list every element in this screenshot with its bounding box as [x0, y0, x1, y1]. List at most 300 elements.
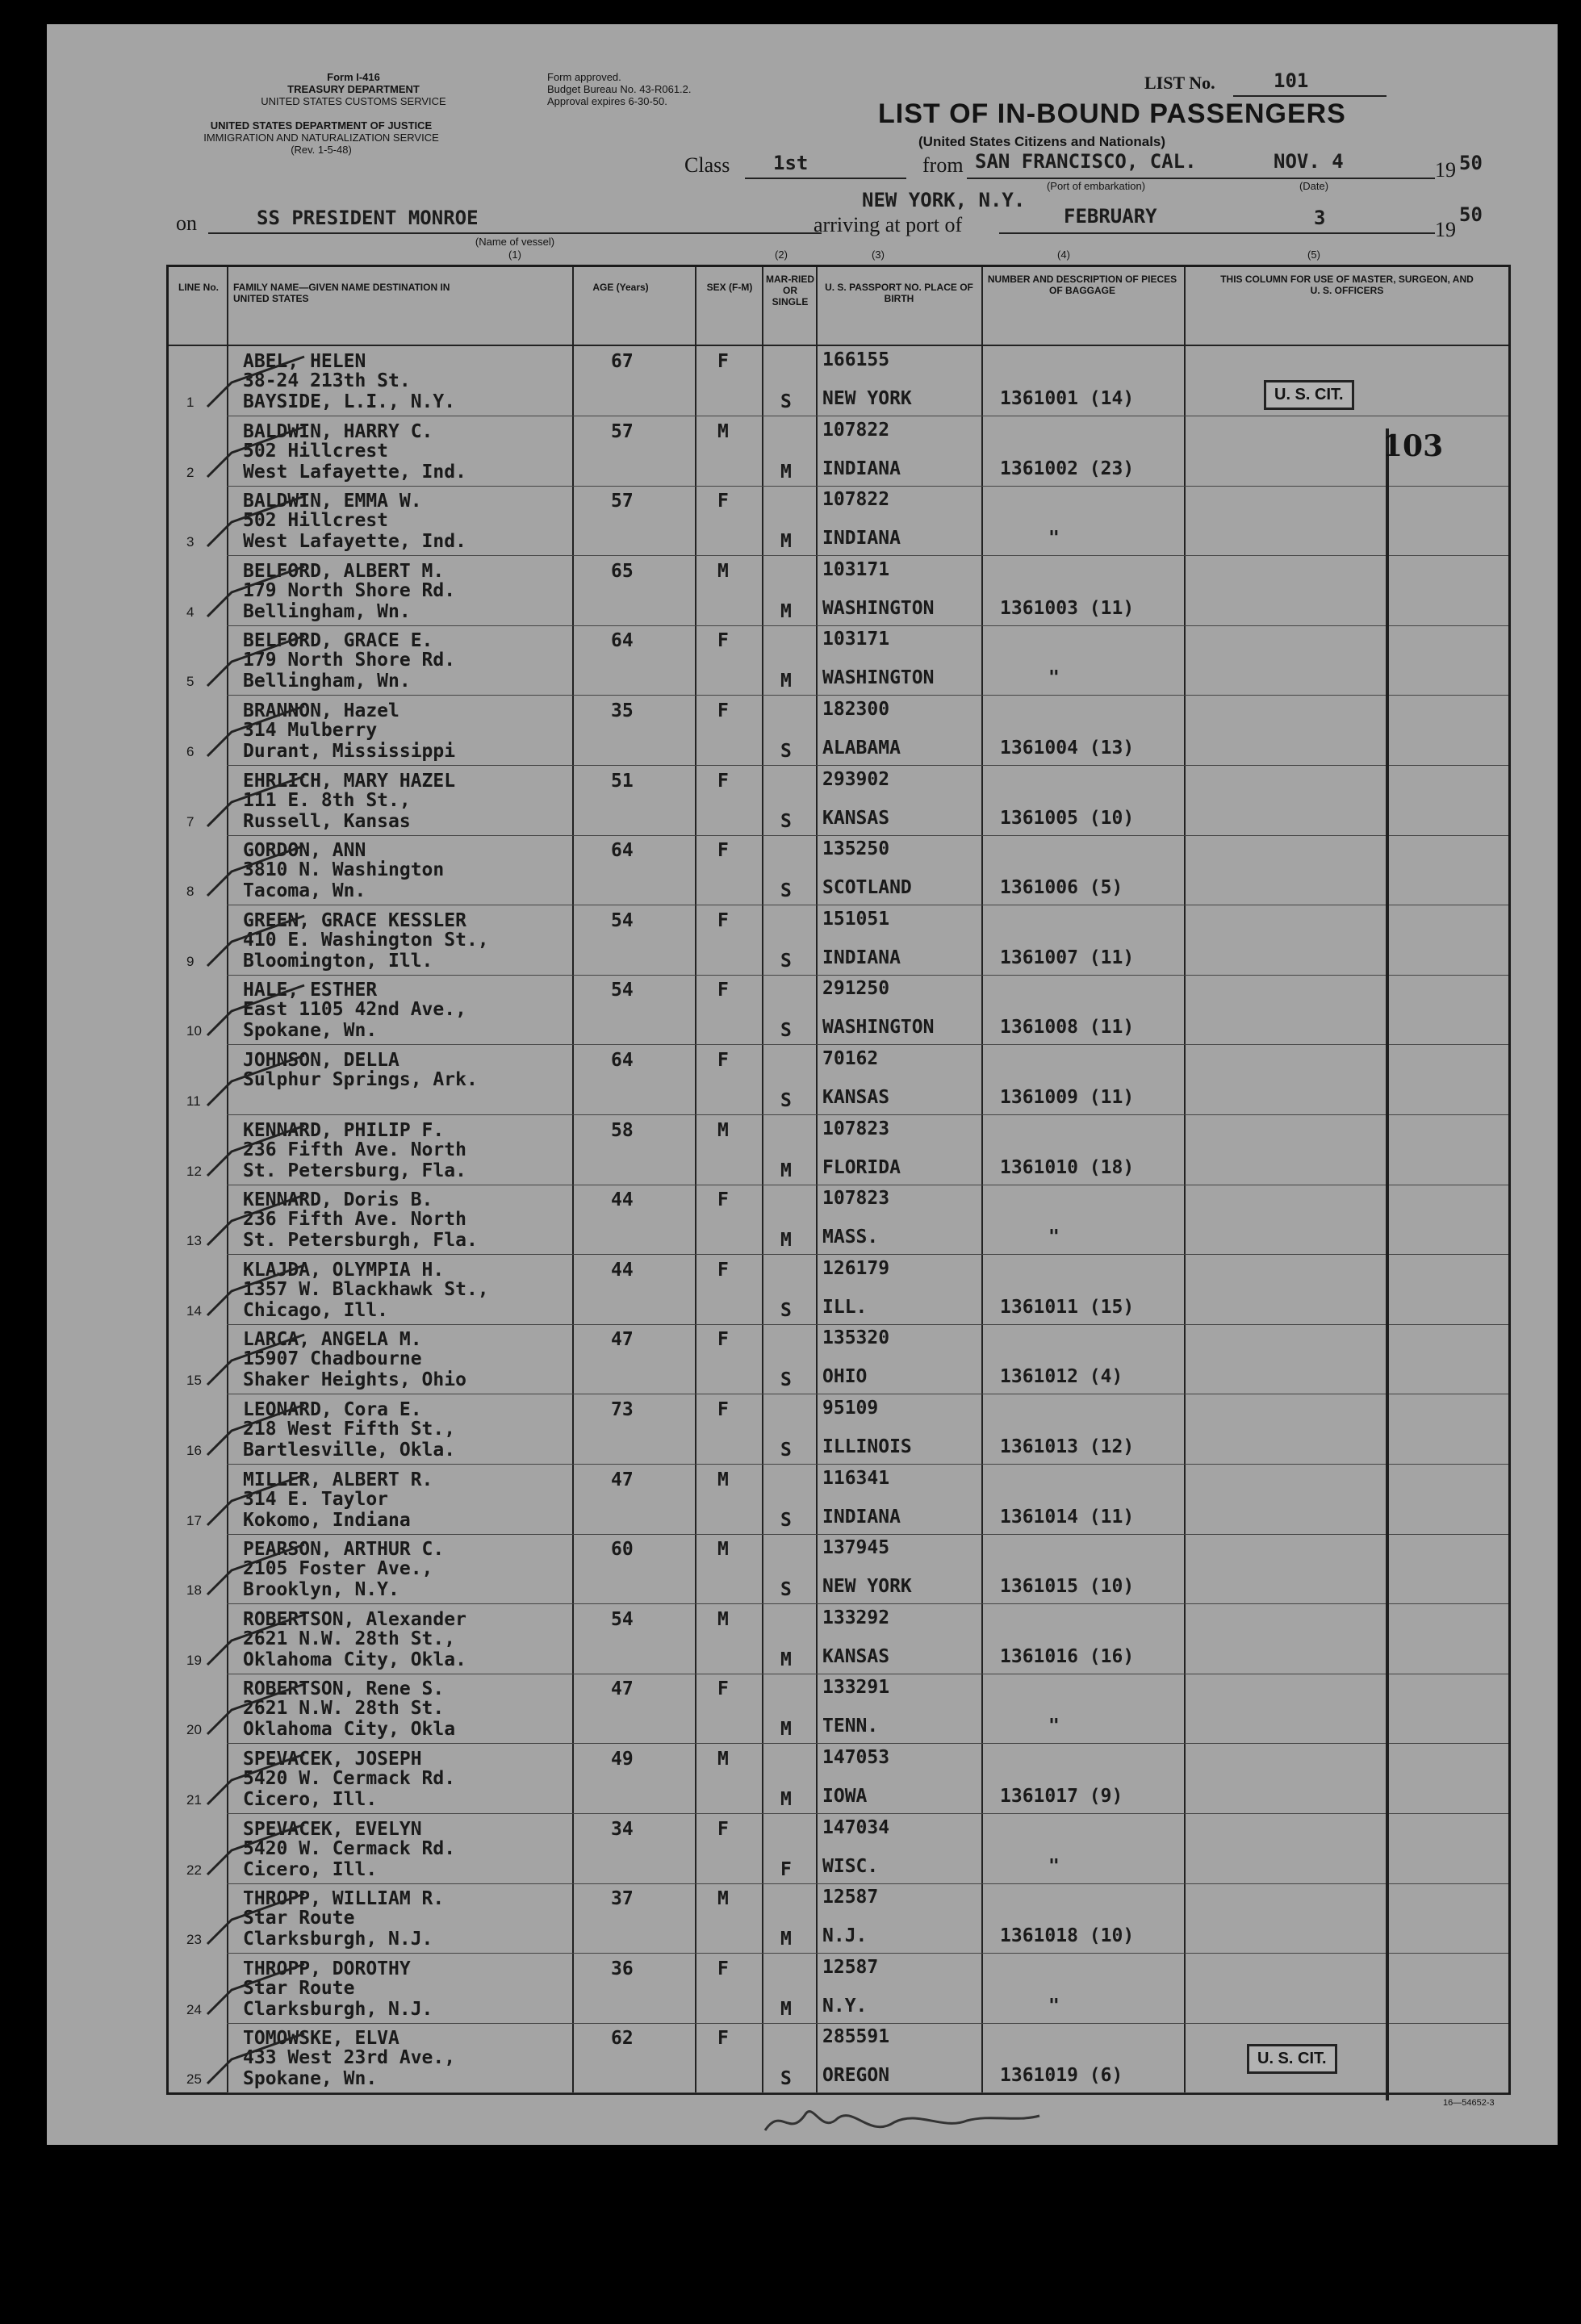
- column-header-passport: U. S. PASSPORT NO. PLACE OF BIRTH: [825, 282, 973, 304]
- line-number: 6: [186, 744, 194, 759]
- passport-number: 285591: [822, 2026, 890, 2048]
- marital-status: M: [780, 1998, 792, 2020]
- checkmark-icon: [199, 1119, 312, 1184]
- age-value: 34: [611, 1818, 634, 1840]
- line-number: 17: [186, 1512, 202, 1528]
- form-number: Form I-416: [327, 71, 380, 83]
- baggage-description: 1361014 (11): [1000, 1506, 1135, 1528]
- destination-city: St. Petersburgh, Fla.: [243, 1230, 478, 1252]
- marital-status: M: [780, 1649, 792, 1670]
- baggage-description: 1361016 (16): [1000, 1645, 1135, 1667]
- line-number: 9: [186, 953, 194, 969]
- baggage-description: 1361011 (15): [1000, 1296, 1135, 1318]
- age-value: 47: [611, 1329, 634, 1351]
- marital-status: M: [780, 461, 792, 483]
- form-header-justice: [168, 119, 475, 156]
- table-row: [169, 696, 1508, 766]
- passenger-name: MILLER, ALBERT R.: [243, 1469, 433, 1490]
- table-row: [169, 487, 1508, 556]
- marital-status: S: [780, 1299, 792, 1321]
- us-citizen-stamp-bottom: U. S. CIT.: [1247, 2044, 1337, 2074]
- checkmark-icon: [199, 629, 312, 694]
- column-number-5: (5): [1307, 249, 1320, 261]
- baggage-description: ": [1048, 1716, 1060, 1737]
- destination-city: Bloomington, Ill.: [243, 950, 433, 972]
- destination-city: Spokane, Wn.: [243, 1020, 378, 1042]
- table-row: [169, 1395, 1508, 1465]
- table-row: [169, 1954, 1508, 2024]
- address-line: Star Route: [243, 1908, 355, 1929]
- place-of-birth: SCOTLAND: [822, 877, 912, 899]
- address-line: 236 Fifth Ave. North: [243, 1139, 466, 1160]
- age-value: 36: [611, 1958, 634, 1979]
- passenger-name: THROPP, WILLIAM R.: [243, 1888, 445, 1910]
- table-row: [169, 906, 1508, 976]
- column-header-married: MAR-RIED OR SINGLE: [766, 274, 814, 307]
- age-value: 54: [611, 980, 634, 1001]
- destination-city: Brooklyn, N.Y.: [243, 1579, 399, 1601]
- checkmark-icon: [199, 770, 312, 834]
- vessel-caption: (Name of vessel): [475, 236, 555, 248]
- column-header-officers: THIS COLUMN FOR USE OF MASTER, SURGEON, AND U. S. OFFICERS: [1220, 274, 1474, 296]
- baggage-description: 1361012 (4): [1000, 1366, 1123, 1388]
- age-value: 64: [611, 840, 634, 862]
- table-row: [169, 836, 1508, 905]
- table-row: [169, 1605, 1508, 1674]
- column-header-name: FAMILY NAME—GIVEN NAME DESTINATION IN UNITED STATES: [233, 282, 450, 304]
- age-value: 35: [611, 700, 634, 721]
- sex-value: F: [717, 1678, 729, 1700]
- line-number: 23: [186, 1932, 202, 1948]
- place-of-birth: ILLINOIS: [822, 1436, 912, 1457]
- sex-value: F: [717, 909, 729, 931]
- column-number-3: (3): [872, 249, 885, 261]
- port-of-embarkation-caption: (Port of embarkation): [1046, 180, 1146, 192]
- age-value: 57: [611, 420, 634, 442]
- checkmark-icon: [199, 909, 312, 974]
- checkmark-icon: [199, 1678, 312, 1742]
- place-of-birth: INDIANA: [822, 947, 901, 968]
- sex-value: F: [717, 351, 729, 372]
- age-value: 57: [611, 491, 634, 512]
- passport-number: 95109: [822, 1398, 879, 1419]
- destination-city: Shaker Heights, Ohio: [243, 1369, 466, 1391]
- marital-status: M: [780, 1719, 792, 1741]
- passport-number: 107823: [822, 1188, 890, 1210]
- marital-status: F: [780, 1858, 792, 1880]
- baggage-description: 1361018 (10): [1000, 1925, 1135, 1947]
- checkmark-icon: [199, 979, 312, 1043]
- passenger-name: BELFORD, GRACE E.: [243, 630, 433, 652]
- marital-status: S: [780, 1369, 792, 1391]
- on-label: on: [176, 211, 197, 235]
- marital-status: M: [780, 600, 792, 622]
- passport-number: 12587: [822, 1956, 879, 1978]
- address-line: 2621 N.W. 28th St.,: [243, 1628, 456, 1649]
- line-number: 10: [186, 1023, 202, 1039]
- passenger-name: BRANNON, Hazel: [243, 700, 399, 721]
- destination-city: St. Petersburg, Fla.: [243, 1160, 466, 1181]
- embarkation-year: 50: [1459, 152, 1483, 174]
- marital-status: S: [780, 1020, 792, 1042]
- marital-status: M: [780, 531, 792, 553]
- checkmark-icon: [199, 1887, 312, 1952]
- line-number: 20: [186, 1722, 202, 1738]
- arrival-year: 50: [1459, 203, 1483, 226]
- destination-city: BAYSIDE, L.I., N.Y.: [243, 391, 456, 412]
- age-value: 51: [611, 770, 634, 792]
- form-header-left: [249, 71, 458, 107]
- passenger-name: ROBERTSON, Rene S.: [243, 1678, 445, 1700]
- checkmark-icon: [199, 1398, 312, 1463]
- address-line: 1357 W. Blackhawk St.,: [243, 1278, 489, 1300]
- place-of-birth: WASHINGTON: [822, 667, 935, 689]
- passport-number: 137945: [822, 1537, 890, 1559]
- address-line: Star Route: [243, 1977, 355, 1999]
- sex-value: F: [717, 2028, 729, 2050]
- passenger-name: HALE, ESTHER: [243, 980, 378, 1001]
- age-value: 64: [611, 630, 634, 652]
- line-number: 13: [186, 1233, 202, 1249]
- table-row: [169, 1116, 1508, 1185]
- arrival-month: FEBRUARY: [1064, 205, 1157, 228]
- address-line: 5420 W. Cermack Rd.: [243, 1837, 456, 1859]
- line-number: 25: [186, 2071, 202, 2088]
- address-line: 38-24 213th St.: [243, 370, 411, 391]
- list-number-value: 101: [1274, 69, 1309, 92]
- table-row: [169, 626, 1508, 696]
- passport-number: 135320: [822, 1327, 890, 1349]
- destination-city: West Lafayette, Ind.: [243, 461, 466, 483]
- column-header-sex: SEX (F-M): [706, 282, 753, 293]
- passport-number: 135250: [822, 838, 890, 860]
- column-header-age: AGE (Years): [592, 282, 649, 293]
- age-value: 44: [611, 1189, 634, 1211]
- age-value: 54: [611, 1608, 634, 1630]
- sex-value: F: [717, 1259, 729, 1281]
- age-value: 44: [611, 1259, 634, 1281]
- column-number-2: (2): [775, 249, 788, 261]
- dept-customs: UNITED STATES CUSTOMS SERVICE: [261, 95, 446, 107]
- passenger-name: KENNARD, PHILIP F.: [243, 1119, 445, 1141]
- sex-value: F: [717, 770, 729, 792]
- age-value: 58: [611, 1119, 634, 1141]
- place-of-birth: WASHINGTON: [822, 1017, 935, 1039]
- dept-ins: IMMIGRATION AND NATURALIZATION SERVICE: [203, 132, 439, 144]
- passport-number: 151051: [822, 908, 890, 930]
- officer-pen-line: [1386, 428, 1389, 2100]
- marital-status: S: [780, 950, 792, 972]
- line-number: 22: [186, 1862, 202, 1878]
- sex-value: M: [717, 1749, 729, 1770]
- baggage-description: 1361002 (23): [1000, 458, 1135, 479]
- destination-city: Russell, Kansas: [243, 810, 411, 832]
- passport-number: 116341: [822, 1467, 890, 1489]
- address-line: Sulphur Springs, Ark.: [243, 1069, 478, 1090]
- destination-city: Oklahoma City, Okla: [243, 1719, 456, 1741]
- passport-number: 133291: [822, 1677, 890, 1699]
- approval-line-2: Budget Bureau No. 43-R061.2.: [547, 83, 692, 95]
- marital-status: S: [780, 741, 792, 762]
- marital-status: S: [780, 2068, 792, 2090]
- sex-value: F: [717, 700, 729, 721]
- age-value: 67: [611, 351, 634, 372]
- passport-number: 166155: [822, 349, 890, 370]
- passenger-name: BALDWIN, EMMA W.: [243, 491, 422, 512]
- table-row: [169, 1674, 1508, 1744]
- passport-number: 291250: [822, 978, 890, 1000]
- vessel-name: SS PRESIDENT MONROE: [257, 207, 479, 229]
- address-line: 433 West 23rd Ave.,: [243, 2047, 456, 2069]
- checkmark-icon: [199, 560, 312, 625]
- table-row: [169, 1325, 1508, 1394]
- place-of-birth: TENN.: [822, 1716, 879, 1737]
- line-number: 12: [186, 1163, 202, 1179]
- officer-signature: [757, 2098, 1048, 2146]
- age-value: 47: [611, 1469, 634, 1490]
- line-number: 1: [186, 395, 194, 410]
- line-number: 3: [186, 534, 194, 550]
- passport-number: 103171: [822, 558, 890, 580]
- passport-number: 126179: [822, 1257, 890, 1279]
- table-row: [169, 557, 1508, 626]
- age-value: 60: [611, 1539, 634, 1561]
- place-of-birth: KANSAS: [822, 1645, 890, 1667]
- sex-value: M: [717, 420, 729, 442]
- line-number: 8: [186, 884, 194, 900]
- age-value: 37: [611, 1888, 634, 1910]
- table-row: [169, 976, 1508, 1045]
- destination-city: Clarksburgh, N.J.: [243, 1998, 433, 2020]
- sex-value: M: [717, 1888, 729, 1910]
- destination-city: Oklahoma City, Okla.: [243, 1649, 466, 1670]
- sex-value: F: [717, 840, 729, 862]
- marital-status: S: [780, 391, 792, 412]
- arrival-year-prefix: 19: [1435, 218, 1456, 241]
- page-number: 103: [1382, 429, 1444, 463]
- passenger-name: BALDWIN, HARRY C.: [243, 420, 433, 442]
- line-number: 15: [186, 1373, 202, 1389]
- passenger-name: GREEN, GRACE KESSLER: [243, 909, 466, 931]
- destination-city: Cicero, Ill.: [243, 1789, 378, 1810]
- destination-city: Cicero, Ill.: [243, 1858, 378, 1880]
- line-number: 24: [186, 2001, 202, 2017]
- passenger-name: KLAJDA, OLYMPIA H.: [243, 1259, 445, 1281]
- destination-city: Bellingham, Wn.: [243, 600, 411, 622]
- line-number: 21: [186, 1792, 202, 1808]
- baggage-description: 1361009 (11): [1000, 1087, 1135, 1108]
- sex-value: M: [717, 1539, 729, 1561]
- passenger-name: GORDON, ANN: [243, 840, 366, 862]
- table-row: [169, 1884, 1508, 1954]
- age-value: 62: [611, 2028, 634, 2050]
- embarkation-date: NOV. 4: [1274, 150, 1344, 173]
- passenger-name: LEONARD, Cora E.: [243, 1399, 422, 1420]
- form-revision: (Rev. 1-5-48): [291, 144, 352, 156]
- marital-status: S: [780, 880, 792, 902]
- table-row: [169, 1256, 1508, 1325]
- destination-city: Chicago, Ill.: [243, 1299, 389, 1321]
- place-of-birth: KANSAS: [822, 1087, 890, 1108]
- marital-status: M: [780, 671, 792, 692]
- passenger-name: KENNARD, Doris B.: [243, 1189, 433, 1211]
- document-title: LIST OF IN-BOUND PASSENGERS: [878, 98, 1346, 129]
- arriving-label: arriving at port of: [814, 213, 963, 236]
- destination-city: West Lafayette, Ind.: [243, 531, 466, 553]
- passport-number: 103171: [822, 629, 890, 650]
- passport-number: 107823: [822, 1118, 890, 1139]
- place-of-birth: N.J.: [822, 1925, 868, 1947]
- passport-number: 147034: [822, 1816, 890, 1838]
- destination-city: Kokomo, Indiana: [243, 1509, 411, 1531]
- baggage-description: 1361001 (14): [1000, 388, 1135, 409]
- address-line: 3810 N. Washington: [243, 859, 445, 881]
- sex-value: F: [717, 630, 729, 652]
- address-line: 2621 N.W. 28th St.: [243, 1698, 445, 1720]
- manifest-page: [47, 24, 1558, 2145]
- form-approval: [547, 71, 692, 107]
- sex-value: F: [717, 491, 729, 512]
- table-row: [169, 1046, 1508, 1115]
- address-line: 111 E. 8th St.,: [243, 789, 411, 811]
- destination-city: Clarksburgh, N.J.: [243, 1929, 433, 1950]
- passenger-name: SPEVACEK, JOSEPH: [243, 1749, 422, 1770]
- place-of-birth: NEW YORK: [822, 1576, 912, 1598]
- checkmark-icon: [199, 1328, 312, 1393]
- baggage-description: 1361003 (11): [1000, 597, 1135, 619]
- sex-value: F: [717, 1958, 729, 1979]
- destination-city: Durant, Mississippi: [243, 741, 456, 762]
- approval-line-1: Form approved.: [547, 71, 621, 83]
- place-of-birth: INDIANA: [822, 528, 901, 550]
- arrival-day: 3: [1314, 207, 1326, 229]
- passport-number: 107822: [822, 489, 890, 511]
- address-line: 218 West Fifth St.,: [243, 1419, 456, 1440]
- baggage-description: ": [1048, 1227, 1060, 1248]
- address-line: 179 North Shore Rd.: [243, 650, 456, 671]
- marital-status: M: [780, 1160, 792, 1181]
- sex-value: F: [717, 1189, 729, 1211]
- checkmark-icon: [199, 420, 312, 485]
- checkmark-icon: [199, 839, 312, 904]
- line-number: 16: [186, 1443, 202, 1458]
- line-number: 11: [186, 1093, 201, 1109]
- checkmark-icon: [199, 490, 312, 554]
- checkmark-icon: [199, 1608, 312, 1673]
- baggage-description: ": [1048, 1995, 1060, 2017]
- marital-status: S: [780, 1090, 792, 1111]
- place-of-birth: INDIANA: [822, 458, 901, 479]
- destination-city: Bellingham, Wn.: [243, 671, 411, 692]
- baggage-description: 1361013 (12): [1000, 1436, 1135, 1457]
- address-line: 502 Hillcrest: [243, 440, 389, 462]
- checkmark-icon: [199, 350, 312, 415]
- address-line: 314 Mulberry: [243, 720, 378, 741]
- column-header-baggage: NUMBER AND DESCRIPTION OF PIECES OF BAGGAGE: [987, 274, 1177, 296]
- marital-status: M: [780, 1789, 792, 1810]
- dept-treasury: TREASURY DEPARTMENT: [287, 83, 420, 95]
- document-subtitle: (United States Citizens and Nationals): [918, 134, 1166, 149]
- checkmark-icon: [199, 2027, 312, 2092]
- dept-justice: UNITED STATES DEPARTMENT OF JUSTICE: [210, 119, 433, 132]
- baggage-description: ": [1048, 1855, 1060, 1877]
- place-of-birth: NEW YORK: [822, 388, 912, 409]
- sex-value: F: [717, 1050, 729, 1071]
- column-number-4: (4): [1057, 249, 1070, 261]
- address-line: 2105 Foster Ave.,: [243, 1558, 433, 1580]
- checkmark-icon: [199, 1189, 312, 1253]
- marital-status: M: [780, 1230, 792, 1252]
- address-line: 15907 Chadbourne: [243, 1348, 422, 1370]
- table-row: [169, 1185, 1508, 1255]
- checkmark-icon: [199, 1538, 312, 1603]
- passenger-name: PEARSON, ARTHUR C.: [243, 1539, 445, 1561]
- marital-status: S: [780, 1440, 792, 1461]
- checkmark-icon: [199, 1958, 312, 2022]
- line-number: 4: [186, 604, 194, 620]
- baggage-description: 1361005 (10): [1000, 807, 1135, 829]
- checkmark-icon: [199, 1818, 312, 1883]
- age-value: 47: [611, 1678, 634, 1700]
- footer-code: 16—54652-3: [1443, 2098, 1495, 2108]
- port-of-embarkation: SAN FRANCISCO, CAL.: [975, 150, 1197, 173]
- date-caption: (Date): [1299, 180, 1329, 192]
- table-row: [169, 417, 1508, 487]
- sex-value: F: [717, 1329, 729, 1351]
- passport-number: 182300: [822, 699, 890, 720]
- address-line: 5420 W. Cermack Rd.: [243, 1768, 456, 1789]
- place-of-birth: N.Y.: [822, 1995, 868, 2017]
- marital-status: S: [780, 1509, 792, 1531]
- place-of-birth: WASHINGTON: [822, 597, 935, 619]
- list-number-label: LIST No.: [1144, 73, 1215, 93]
- sex-value: M: [717, 1119, 729, 1141]
- place-of-birth: OREGON: [822, 2065, 890, 2087]
- checkmark-icon: [199, 1259, 312, 1323]
- approval-line-3: Approval expires 6-30-50.: [547, 95, 667, 107]
- sex-value: M: [717, 560, 729, 582]
- table-row: [169, 767, 1508, 836]
- table-row: [169, 1465, 1508, 1535]
- age-value: 49: [611, 1749, 634, 1770]
- marital-status: S: [780, 810, 792, 832]
- baggage-description: 1361008 (11): [1000, 1017, 1135, 1039]
- passenger-name: EHRLICH, MARY HAZEL: [243, 770, 456, 792]
- destination-city: Spokane, Wn.: [243, 2068, 378, 2090]
- place-of-birth: IOWA: [822, 1786, 868, 1807]
- passenger-name: LARCA, ANGELA M.: [243, 1329, 422, 1351]
- line-number: 14: [186, 1302, 202, 1319]
- table-row: [169, 1745, 1508, 1814]
- baggage-description: 1361006 (5): [1000, 877, 1123, 899]
- baggage-description: 1361004 (13): [1000, 738, 1135, 759]
- checkmark-icon: [199, 1469, 312, 1533]
- age-value: 54: [611, 909, 634, 931]
- baggage-description: 1361019 (6): [1000, 2065, 1123, 2087]
- line-number: 2: [186, 464, 194, 480]
- sex-value: F: [717, 1399, 729, 1420]
- passenger-name: BELFORD, ALBERT M.: [243, 560, 445, 582]
- baggage-description: ": [1048, 667, 1060, 689]
- class-label: Class: [684, 153, 730, 177]
- table-row: [169, 1535, 1508, 1604]
- embarkation-year-prefix: 19: [1435, 158, 1456, 182]
- table-row: [169, 1815, 1508, 1884]
- checkmark-icon: [199, 700, 312, 764]
- passenger-name: JOHNSON, DELLA: [243, 1050, 399, 1071]
- us-citizen-stamp-top: U. S. CIT.: [1264, 380, 1354, 410]
- address-line: 314 E. Taylor: [243, 1488, 389, 1510]
